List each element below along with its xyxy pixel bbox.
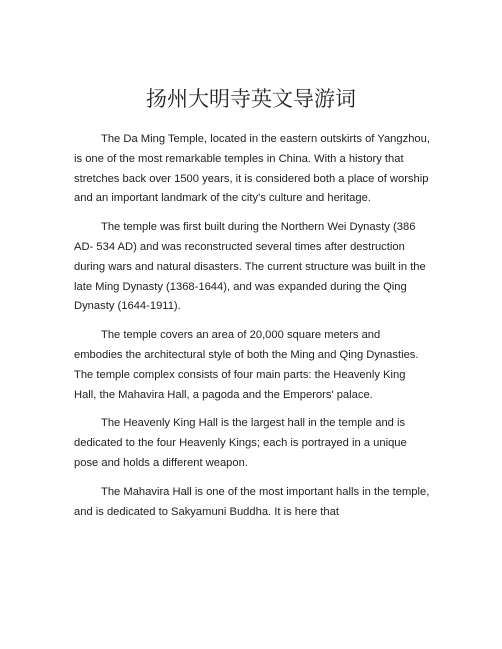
paragraph-mahavira-hall: The Mahavira Hall is one of the most important halls in the temple, and is dedicated to Sakyamuni Buddha. It is here that xyxy=(74,485,430,518)
paragraph-intro: The Da Ming Temple, located in the eastern outskirts of Yangzhou, is one of the most remarkable temples in China. With a history that stretches back over 1500 years, it is considered both a place of worship and an important landmark of the city's culture and heritage. xyxy=(74,133,430,205)
document-body xyxy=(74,130,430,531)
paragraph-history: The temple was first built during the Northern Wei Dynasty (386 AD- 534 AD) and was reconstructed several times after destruction during wars and natural disasters. The current structure was built in the late Ming Dynasty (1368-1644), and was expanded during the Qing Dynasty (1644-1911). xyxy=(74,221,426,313)
paragraph-layout: The temple covers an area of 20,000 square meters and embodies the architectural style of both the Ming and Qing Dynasties. The temple complex consists of four main parts: the Heavenly King Hall, the Mahavira Hall, a pagoda and the Emperors' palace. xyxy=(74,329,419,401)
paragraph-heavenly-king-hall: The Heavenly King Hall is the largest hall in the temple and is dedicated to the four Heavenly Kings; each is portrayed in a unique pose and holds a different weapon. xyxy=(74,417,407,469)
document-title: 扬州大明寺英文导游词 xyxy=(146,87,356,111)
